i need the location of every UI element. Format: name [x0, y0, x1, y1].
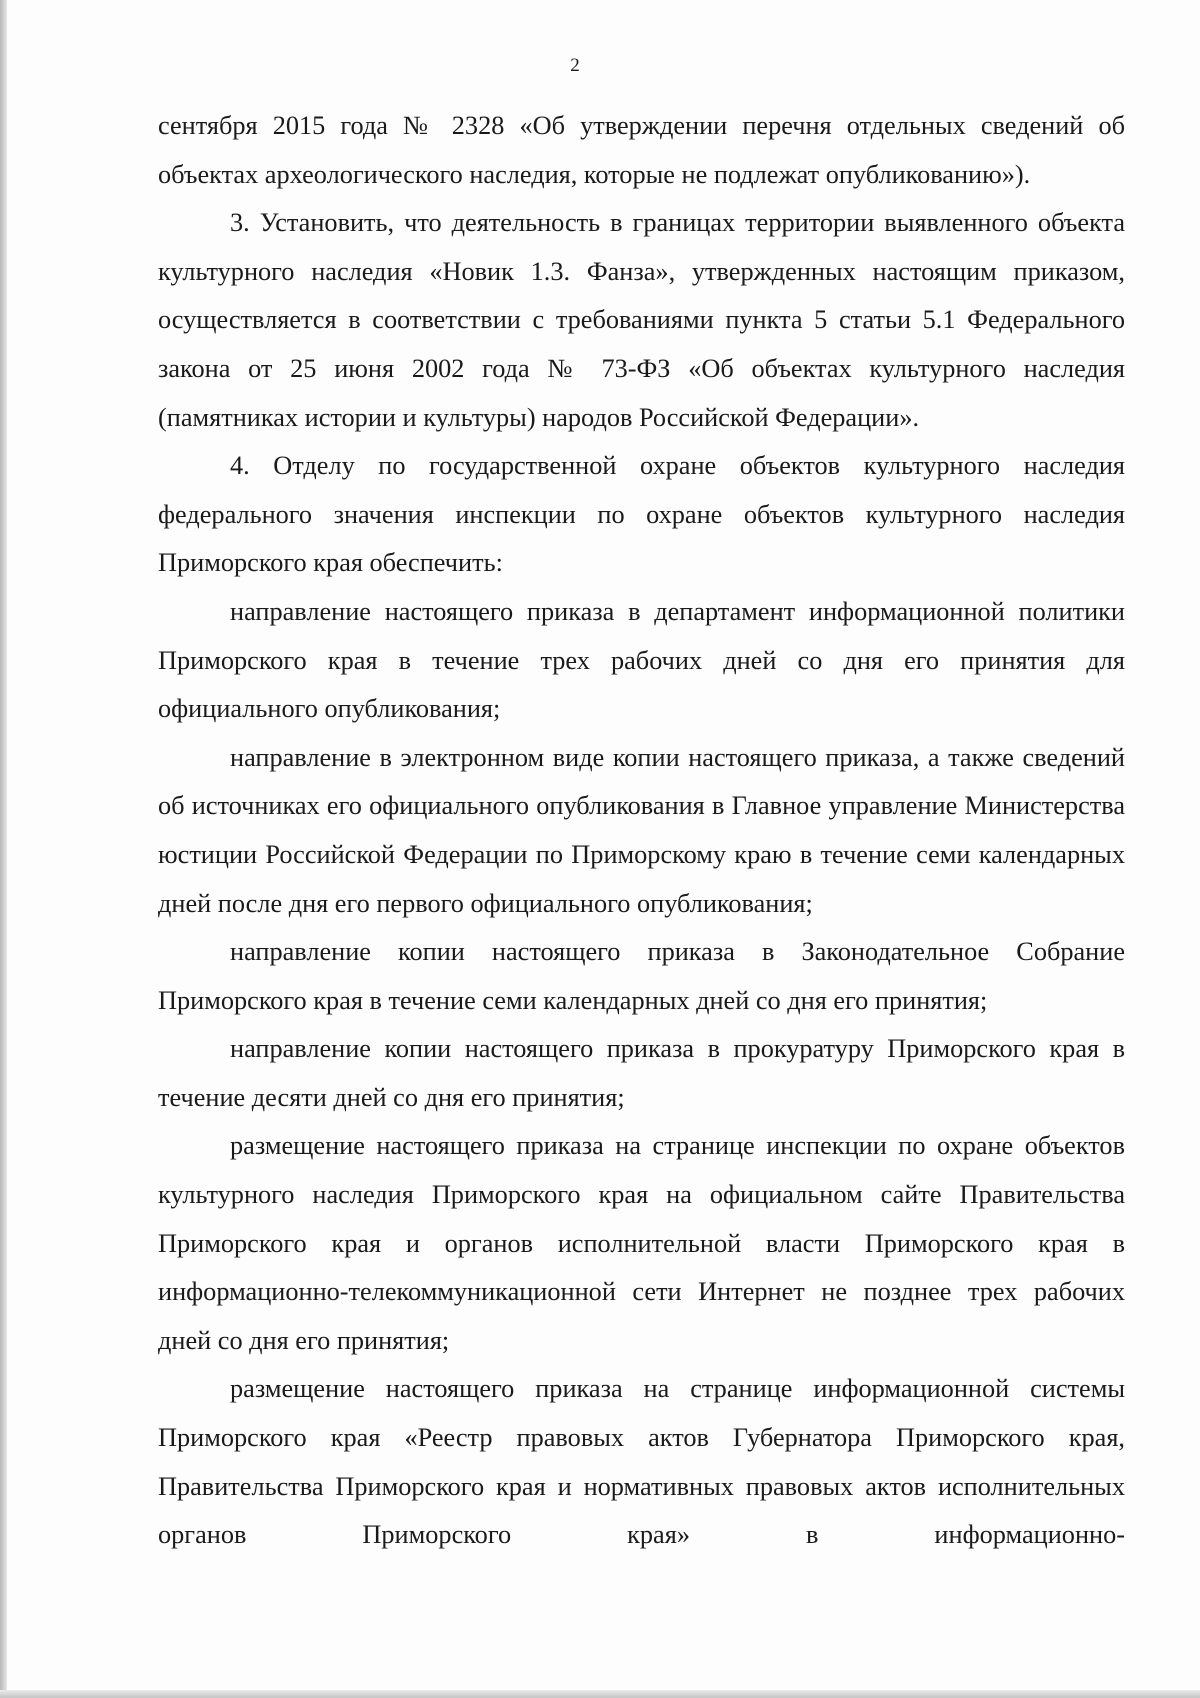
paragraph-subitem-registry: размещение настоящего приказа на странице информационной системы Приморского края «Реестр правовых актов Губернатора Приморского края, Правительства Приморского края и нормативных правовых актов исполнительных органов Приморского края» в информационно- — [158, 1374, 1125, 1550]
paragraph-subitem-prosecutor: направление копии настоящего приказа в прокуратуру Приморского края в течение десяти дней со дня его принятия; — [158, 1034, 1125, 1112]
paragraph-item-3: 3. Установить, что деятельность в границах территории выявленного объекта культурного наследия «Новик 1.3. Фанза», утвержденных настоящим приказом, осуществляется в соответствии с требованиями пункта 5 статьи 5.1 Федерального закона от 25 июня 2002 года № 73-ФЗ «Об объектах культурного наследия (памятниках истории и культуры) народов Российской Федерации». — [158, 208, 1125, 432]
paragraph-subitem-ministry-justice: направление в электронном виде копии настоящего приказа, а также сведений об источниках его официального опубликования в Главное управление Министерства юстиции Российской Федерации по Приморскому краю в течение семи календарных дней после дня его первого официального опубликования; — [158, 742, 1125, 918]
document-body — [158, 102, 1125, 1560]
paragraph-subitem-legislative-assembly: направление копии настоящего приказа в Законодательное Собрание Приморского края в течение семи календарных дней со дня его принятия; — [158, 937, 1125, 1015]
paragraph-subitem-website: размещение настоящего приказа на странице инспекции по охране объектов культурного наследия Приморского края на официальном сайте Правительства Приморского края и органов исполнительной власти Приморского края в информационно-телекоммуникационной сети Интернет не позднее трех рабочих дней со дня его принятия; — [158, 1131, 1125, 1355]
page-number: 2 — [570, 55, 580, 76]
scan-edge-left — [0, 0, 7, 1698]
paragraph-item-4: 4. Отделу по государственной охране объектов культурного наследия федерального значения инспекции по охране объектов культурного наследия Приморского края обеспечить: — [158, 451, 1125, 578]
scan-edge-bottom — [0, 1690, 1200, 1698]
paragraph-continuation: сентября 2015 года № 2328 «Об утверждении перечня отдельных сведений об объектах археологического наследия, которые не подлежат опубликованию»). — [158, 111, 1125, 189]
paragraph-subitem-department-policy: направление настоящего приказа в департамент информационной политики Приморского края в течение трех рабочих дней со дня его принятия для официального опубликования; — [158, 596, 1125, 724]
